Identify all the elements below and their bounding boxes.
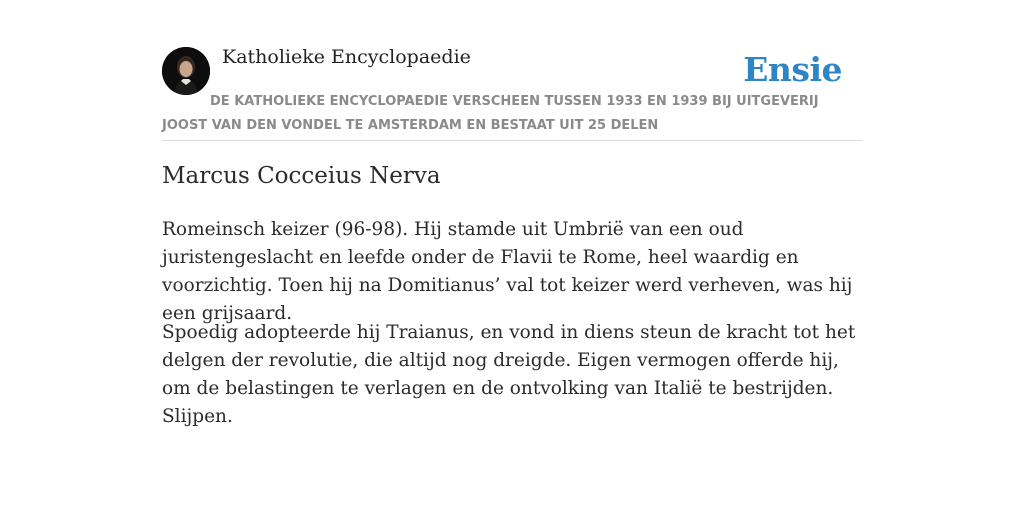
portrait-icon [162, 47, 210, 95]
article-title: Marcus Cocceius Nerva [162, 163, 441, 189]
page-container [162, 0, 862, 427]
source-avatar[interactable] [162, 47, 210, 95]
source-description: DE KATHOLIEKE ENCYCLOPAEDIE VERSCHEEN TUSSEN 1933 EN 1939 BIJ UITGEVERIJ JOOST VAN DEN VONDEL TE AMSTERDAM EN BESTAAT UIT 25 DELEN [162, 94, 819, 133]
brand-logo[interactable]: Ensie [743, 50, 842, 89]
article-paragraph: Romeinsch keizer (96-98). Hij stamde uit Umbrië van een oud juristengeslacht en leefde onder de Flavii te Rome, heel waardig en voorzichtig. Toen hij na Domitianus’ val tot keizer werd verheven, was hij een grijsaard. [162, 219, 853, 324]
article-paragraph: Spoedig adopteerde hij Traianus, en vond in diens steun de kracht tot het delgen der revolutie, die altijd nog dreigde. Eigen vermogen offerde hij, om de belastingen te verlagen en de ontvolking van Italië te bestrijden. Slijpen. [162, 322, 856, 427]
source-header [162, 0, 862, 141]
source-title[interactable]: Katholieke Encyclopaedie [222, 46, 471, 68]
